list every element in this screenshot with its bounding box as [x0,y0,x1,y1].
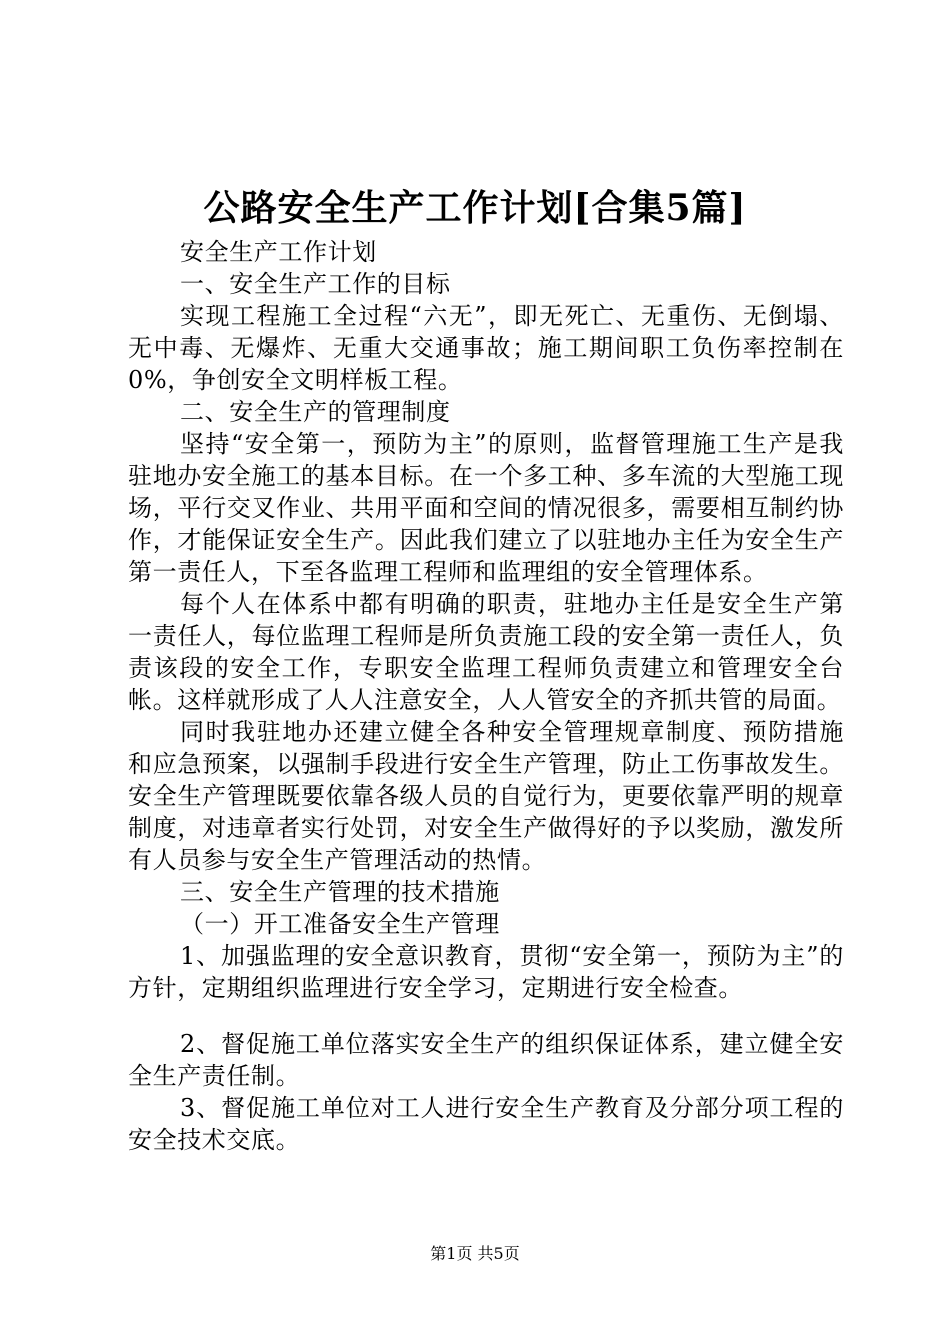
list-item-3: 3、督促施工单位对工人进行安全生产教育及分部分项工程的安全技术交底。 [128,1094,844,1154]
subsection-heading-preparation: （一）开工准备安全生产管理 [180,910,500,938]
paragraph-regulations: 同时我驻地办还建立健全各种安全管理规章制度、预防措施和应急预案，以强制手段进行安全生产管理，防止工伤事故发生。安全生产管理既要依靠各级人员的自觉行为，更要依靠严明的规章制度，对违章者实行处罚，对安全生产做得好的予以奖励，激发所有人员参与安全生产管理活动的热情。 [128,718,844,874]
list-item-2: 2、督促施工单位落实安全生产的组织保证体系，建立健全安全生产责任制。 [128,1030,844,1090]
section-heading-goals: 一、安全生产工作的目标 [180,270,451,298]
section-heading-technical-measures: 三、安全生产管理的技术措施 [180,878,500,906]
page-number: 第1页 共5页 [430,1244,520,1263]
document-body [128,236,844,1156]
paragraph-goals: 实现工程施工全过程“六无”，即无死亡、无重伤、无倒塌、无中毒、无爆炸、无重大交通事故；施工期间职工负伤率控制在0%，争创安全文明样板工程。 [128,302,844,394]
list-item-1: 1、加强监理的安全意识教育，贯彻“安全第一，预防为主”的方针，定期组织监理进行安全学习，定期进行安全检查。 [128,942,844,1002]
section-heading-management-system: 二、安全生产的管理制度 [180,398,451,426]
document-title: 公路安全生产工作计划[合集5篇] [203,187,747,229]
paragraph-responsibility: 每个人在体系中都有明确的职责，驻地办主任是安全生产第一责任人，每位监理工程师是所负责施工段的安全第一责任人，负责该段的安全工作，专职安全监理工程师负责建立和管理安全台帐。这样就形成了人人注意安全，人人管安全的齐抓共管的局面。 [128,590,844,714]
paragraph-principle: 坚持“安全第一，预防为主”的原则，监督管理施工生产是我驻地办安全施工的基本目标。在一个多工种、多车流的大型施工现场，平行交叉作业、共用平面和空间的情况很多，需要相互制约协作，才能保证安全生产。因此我们建立了以驻地办主任为安全生产第一责任人，下至各监理工程师和监理组的安全管理体系。 [128,430,844,586]
paragraph-plan-heading: 安全生产工作计划 [180,238,377,266]
paragraph-gap [128,1004,844,1028]
